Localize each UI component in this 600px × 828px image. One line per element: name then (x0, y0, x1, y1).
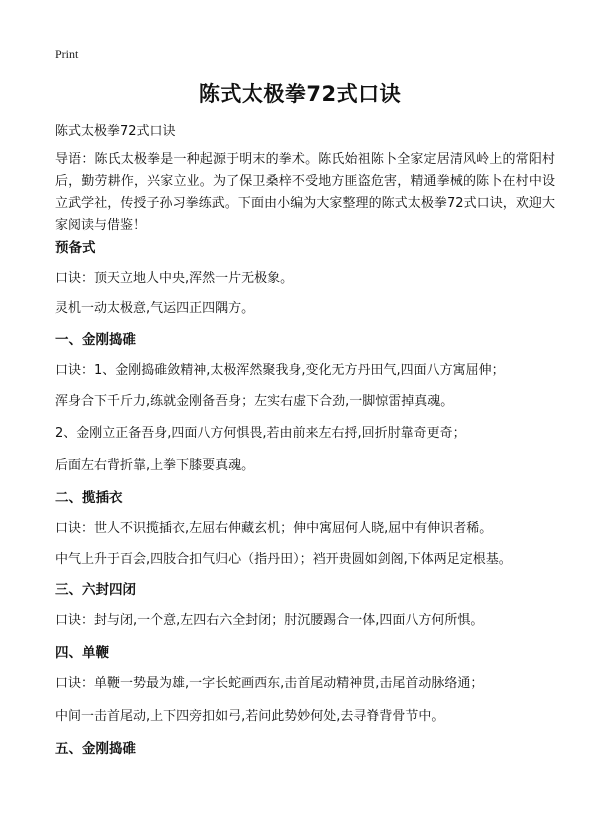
verse-line: 口诀：1、金刚捣碓敛精神,太极浑然聚我身,变化无方丹田气,四面八方寓屈伸； (55, 363, 505, 378)
section-heading-3: 三、六封四闭 (55, 582, 136, 598)
verse-line: 口诀：顶天立地人中央,浑然一片无极象。 (55, 271, 294, 286)
subtitle: 陈式太极拳72式口诀 (55, 124, 176, 139)
verse-line: 2、金刚立正备吾身,四面八方何惧畏,若由前来左右捋,回折肘靠奇更奇； (55, 426, 466, 441)
section-heading-preparation: 预备式 (55, 240, 96, 256)
page-title: 陈式太极拳72式口诀 (198, 82, 402, 106)
verse-line: 口诀：单鞭一势最为雄,一字长蛇画西东,击首尾动精神贯,击尾首动脉络通； (55, 676, 484, 691)
print-label[interactable]: Print (55, 47, 79, 61)
verse-line: 浑身合下千斤力,练就金刚备吾身；左实右虚下合劲,一脚惊雷掉真魂。 (55, 394, 454, 409)
verse-line: 灵机一动太极意,气运四正四隅方。 (55, 301, 255, 316)
verse-line: 口诀：世人不识揽插衣,左屈右伸藏玄机；伸中寓屈何人晓,屈中有伸识者稀。 (55, 521, 493, 536)
verse-line: 中气上升于百会,四肢合扣气归心（指丹田）；裆开贵圆如剑阁,下体两足定根基。 (55, 552, 512, 567)
verse-line: 中间一击首尾动,上下四旁扣如弓,若问此势妙何处,去寻脊背骨节中。 (55, 709, 445, 724)
section-heading-1: 一、金刚捣碓 (55, 332, 136, 348)
section-heading-4: 四、单鞭 (55, 645, 109, 661)
verse-line: 后面左右背折靠,上拳下膝要真魂。 (55, 458, 255, 473)
section-heading-5: 五、金刚捣碓 (55, 741, 136, 757)
section-heading-2: 二、揽插衣 (55, 490, 123, 506)
intro-paragraph: 导语：陈氏太极拳是一种起源于明末的拳术。陈氏始祖陈卜全家定居清风岭上的常阳村后，勤劳耕作，兴家立业。为了保卫桑梓不受地方匪盗危害，精通拳械的陈卜在村中设立武学社，传授子孙习拳练武。下面由小编为大家整理的陈式太极拳72式口诀，欢迎大家阅读与借鉴！ (55, 152, 555, 233)
verse-line: 口诀：封与闭,一个意,左四右六全封闭；肘沉腰踢合一体,四面八方何所惧。 (55, 613, 484, 628)
